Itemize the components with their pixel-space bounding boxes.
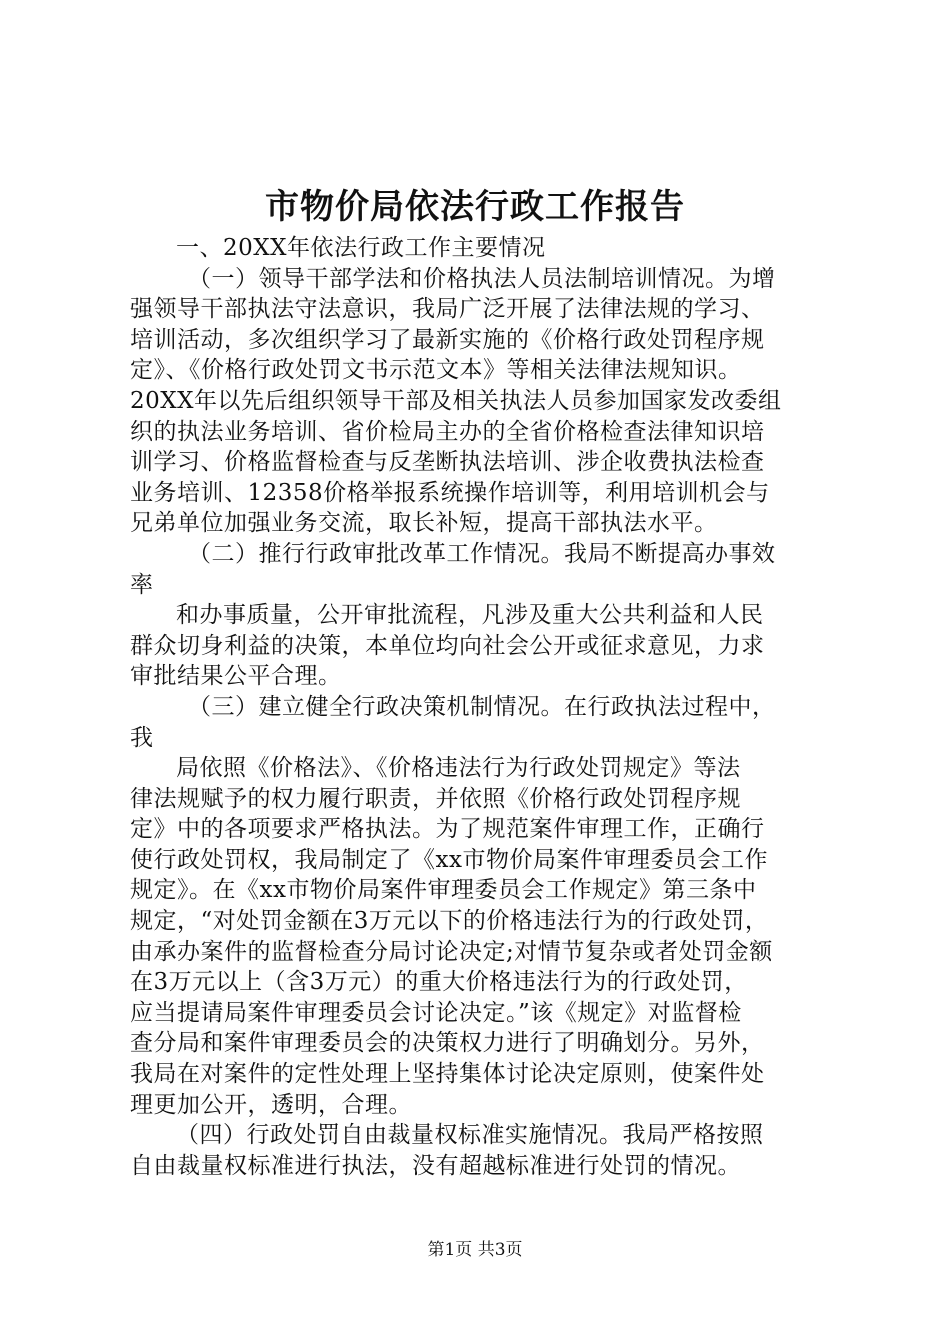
text-line: 织的执法业务培训、省价检局主办的全省价格检查法律知识培 — [130, 418, 765, 445]
text-line: 一、20XX年依法行政工作主要情况 — [176, 235, 546, 261]
text-line: 查分局和案件审理委员会的决策权力进行了明确划分。另外， — [130, 1030, 765, 1057]
page-title: 市物价局依法行政工作报告 — [265, 187, 685, 227]
text-line: 兄弟单位加强业务交流，取长补短，提高干部执法水平。 — [130, 510, 718, 537]
text-line: 局依照《价格法》、《价格违法行为行政处罚规定》等法 — [176, 755, 741, 782]
text-line: 我局在对案件的定性处理上坚持集体讨论决定原则，使案件处 — [130, 1061, 765, 1088]
text-line: 律法规赋予的权力履行职责，并依照《价格行政处罚程序规 — [130, 785, 741, 812]
text-line: 自由裁量权标准进行执法，没有超越标准进行处罚的情况。 — [130, 1152, 741, 1179]
text-line: （三）建立健全行政决策机制情况。在行政执法过程中， — [188, 693, 776, 720]
text-line: （二）推行行政审批改革工作情况。我局不断提高办事效 — [188, 540, 776, 567]
text-line: 群众切身利益的决策，本单位均向社会公开或征求意见，力求 — [130, 632, 765, 659]
text-line: （一）领导干部学法和价格执法人员法制培训情况。为增 — [188, 265, 776, 292]
text-line: （四）行政处罚自由裁量权标准实施情况。我局严格按照 — [176, 1122, 764, 1149]
text-line: 强领导干部执法守法意识，我局广泛开展了法律法规的学习、 — [130, 296, 765, 323]
text-line: 业务培训、12358价格举报系统操作培训等，利用培训机会与 — [130, 479, 770, 506]
text-line: 理更加公开，透明，合理。 — [130, 1091, 412, 1118]
text-line: 率 — [130, 571, 154, 598]
text-line: 审批结果公平合理。 — [130, 663, 342, 690]
text-line: 定》、《价格行政处罚文书示范文本》等相关法律法规知识。 — [130, 357, 742, 384]
text-line: 使行政处罚权，我局制定了《xx市物价局案件审理委员会工作 — [130, 846, 768, 873]
text-line: 规定》。在《xx市物价局案件审理委员会工作规定》第三条中 — [130, 877, 757, 904]
text-line: 我 — [130, 724, 154, 751]
text-line: 定》中的各项要求严格执法。为了规范案件审理工作，正确行 — [130, 816, 765, 843]
document-body — [130, 233, 830, 1181]
page-footer: 第1页 共3页 — [427, 1240, 523, 1260]
text-line: 规定，“对处罚金额在3万元以下的价格违法行为的行政处罚， — [130, 908, 769, 935]
text-line: 和办事质量，公开审批流程，凡涉及重大公共利益和人民 — [176, 602, 764, 629]
text-line: 在3万元以上（含3万元）的重大价格违法行为的行政处罚， — [130, 969, 748, 996]
text-line: 训学习、价格监督检查与反垄断执法培训、涉企收费执法检查 — [130, 449, 765, 476]
text-line: 由承办案件的监督检查分局讨论决定;对情节复杂或者处罚金额 — [130, 938, 773, 965]
text-line: 20XX年以先后组织领导干部及相关执法人员参加国家发改委组 — [130, 387, 782, 414]
text-line: 培训活动，多次组织学习了最新实施的《价格行政处罚程序规 — [130, 326, 765, 353]
text-line: 应当提请局案件审理委员会讨论决定。”该《规定》对监督检 — [130, 999, 742, 1026]
